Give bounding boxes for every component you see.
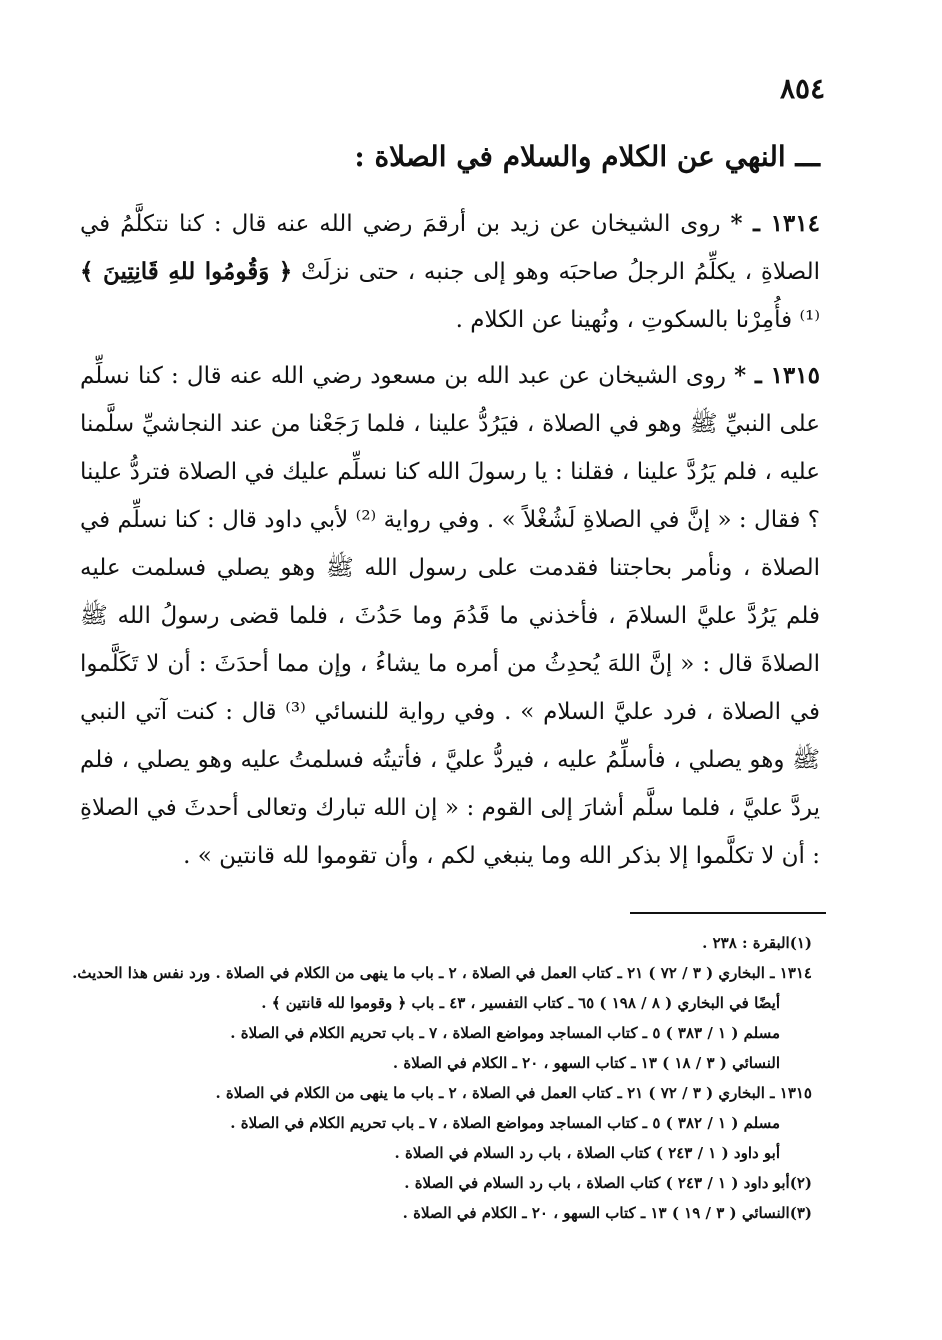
footnote-line: ١٣١٥ ـ البخاري ( ٣ / ٧٢ ) ٢١ ـ كتاب العمل في الصلاة ، ٢ ـ باب ما ينهى من الكلام في الصلاة . (215, 1084, 812, 1102)
hadith-text-continued: فأُمِرْنا بالسكوتِ ، ونُهينا عن الكلام . (455, 307, 793, 333)
hadith-number: ١٣١٤ ـ * (730, 210, 820, 237)
hadith-1314-paragraph (80, 200, 820, 344)
footnote-line: النسائي ( ٣ / ١٨ ) ١٣ ـ كتاب السهو ، ٢٠ ـ الكلام في الصلاة . (392, 1054, 780, 1072)
footnote-line: ١٣١٤ ـ البخاري ( ٣ / ٧٢ ) ٢١ ـ كتاب العمل في الصلاة ، ٢ ـ باب ما ينهى من الكلام في الصلاة . ورد نفس هذا الحديث. (72, 964, 812, 982)
footnote-line: (٣)النسائي ( ٣ / ١٩ ) ١٣ ـ كتاب السهو ، ٢٠ ـ الكلام في الصلاة . (402, 1204, 812, 1222)
footnote-reference: ⁽¹⁾ (792, 307, 820, 333)
hadith-number: ١٣١٥ ـ * (734, 362, 820, 389)
footnote-line: مسلم ( ١ / ٣٨٣ ) ٥ ـ كتاب المساجد ومواضع الصلاة ، ٧ ـ باب تحريم الكلام في الصلاة . (230, 1024, 780, 1042)
hadith-text: روى الشيخان عن عبد الله بن مسعود رضي الله عنه قال : كنا نسلِّم على النبيِّ ﷺ وهو في الصلاة ، فيَرُدُّ علينا ، فلما رَجَعْنا من عند النجاشيِّ سلَّمنا عليه ، فلم يَرُدَّ علينا ، فقلنا : يا رسولَ الله كنا نسلِّم عليك في الصلاة فتردُّ علينا ؟ فقال : « إنَّ في الصلاةِ لَشُغْلاً » . وفي رواية ⁽²⁾ لأبي داود قال : كنا نسلِّم في الصلاة ، ونأمر بحاجتنا فقدمت على رسول الله ﷺ وهو يصلي فسلمت عليه فلم يَرُدَّ عليَّ السلامَ ، فأخذني ما قَدُمَ وما حَدُثَ ، فلما قضى رسولُ الله ﷺ الصلاةَ قال : « إنَّ اللهَ يُحدِثُ من أمره ما يشاءُ ، وإن مما أحدَثَ : أن لا تَكَلَّموا في الصلاة ، فرد عليَّ السلام » . وفي رواية للنسائي ⁽³⁾ قال : كنت آتي النبي ﷺ وهو يصلي ، فأسلِّمُ عليه ، فيردُّ عليَّ ، فأتيتُه فسلمتُ عليه وهو يصلي ، فلم يردَّ عليَّ ، فلما سلَّم أشارَ إلى القوم : « إن الله تبارك وتعالى أحدثَ في الصلاةِ : أن لا تكلَّموا إلا بذكر الله وما ينبغي لكم ، وأن تقوموا لله قانتين » . (80, 363, 820, 869)
footnote-line: أيضًا في البخاري ( ٨ / ١٩٨ ) ٦٥ ـ كتاب التفسير ، ٤٣ ـ باب ﴿ وقوموا لله قانتين ﴾ . (261, 994, 780, 1012)
footnotes (72, 928, 812, 1228)
footnote-divider (630, 912, 826, 914)
footnote-line: أبو داود ( ١ / ٢٤٣ ) كتاب الصلاة ، باب رد السلام في الصلاة . (394, 1144, 780, 1162)
hadith-1315-paragraph (80, 352, 820, 880)
footnote-line: (٢)أبو داود ( ١ / ٢٤٣ ) كتاب الصلاة ، باب رد السلام في الصلاة . (404, 1174, 812, 1192)
footnote-line: مسلم ( ١ / ٣٨٢ ) ٥ ـ كتاب المساجد ومواضع الصلاة ، ٧ ـ باب تحريم الكلام في الصلاة . (230, 1114, 780, 1132)
footnote-line: (١)البقرة : ٢٣٨ . (702, 934, 812, 952)
page-number: ٨٥٤ (780, 72, 826, 105)
hadith-text: روى الشيخان عن زيد بن أرقمَ رضي الله عنه قال : كنا نتكلَّمُ في الصلاةِ ، يكلِّمُ الرجلُ صاحبَه وهو إلى جنبه ، حتى نزلَتْ (80, 211, 820, 285)
quran-verse: ﴿ وَقُومُوا للهِ قَانِتِينَ ﴾ (80, 258, 293, 285)
section-title: ـــ النهي عن الكلام والسلام في الصلاة : (354, 140, 820, 173)
